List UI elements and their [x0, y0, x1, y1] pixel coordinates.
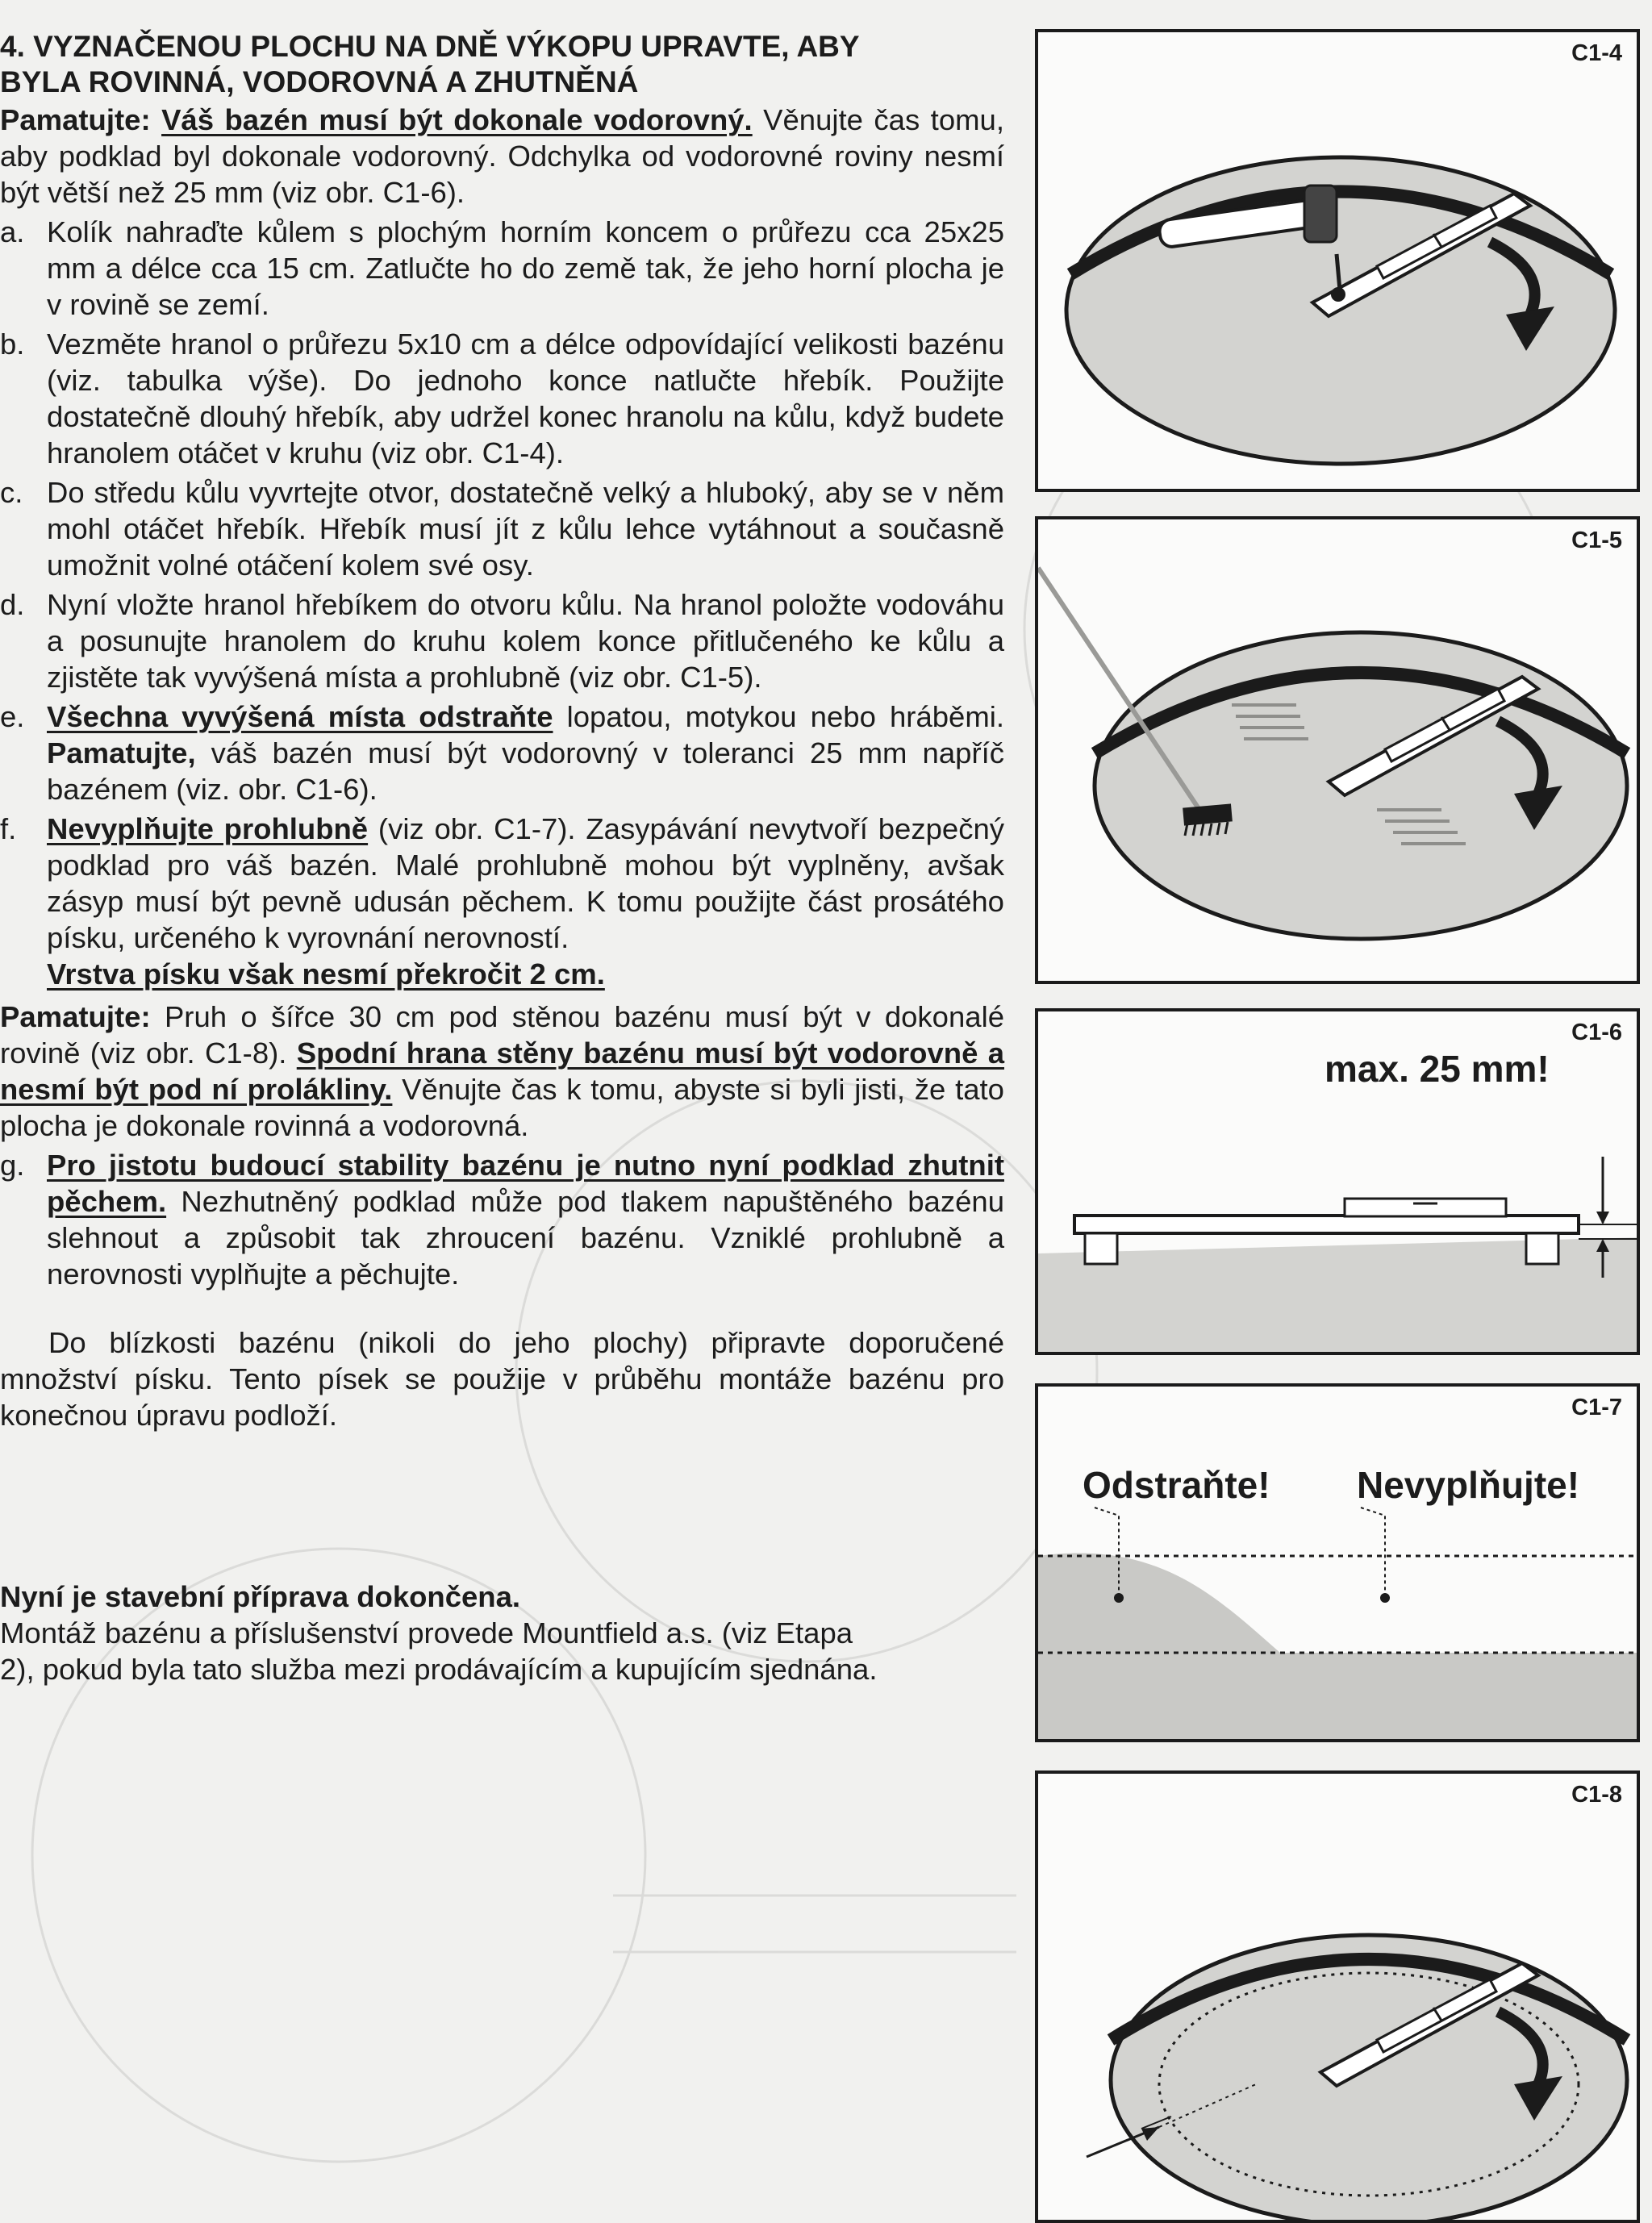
step-marker: d. [0, 588, 25, 621]
figure-label: C1-7 [1571, 1395, 1622, 1420]
step-marker: g. [0, 1149, 25, 1182]
step-text: Kolík nahraďte kůlem s plochým horním koncem o průřezu cca 25x25 mm a délce cca 15 cm. Zatlučte ho do země tak, že jeho horní plocha je v rovině se zemí. [47, 215, 1004, 321]
do-not-fill-label: Nevyplňujte! [1357, 1464, 1580, 1506]
rake-and-level-illustration [1038, 519, 1640, 984]
instructions-column [0, 29, 1004, 1687]
note-paragraph [0, 999, 1004, 1144]
figure-c1-8 [1035, 1770, 1640, 2223]
step-marker: b. [0, 327, 25, 361]
step-f-emphasis-2: Vrstva písku však nesmí překročit 2 cm. [47, 957, 605, 991]
step-marker: c. [0, 476, 23, 509]
figure-c1-4 [1035, 29, 1640, 492]
intro-text: Věnujte čas tomu, aby podklad byl dokonale vodorovný. Odchylka od vodorovné roviny nesmí být větší než 25 mm (viz obr. C1-6). [0, 103, 1004, 209]
step-d [0, 586, 1004, 695]
step-marker: e. [0, 700, 25, 733]
step-text: Nyní vložte hranol hřebíkem do otvoru kůlu. Na hranol položte vodováhu a posunujte hranolem do kruhu kolem konce přitlučeného ke kůlu a zjistěte tak vyvýšená místa a prohlubně (viz obr. C1-5). [47, 588, 1004, 694]
step-a [0, 214, 1004, 323]
sand-paragraph: Do blízkosti bazénu (nikoli do jeho plochy) připravte doporučené množství písku. Tento písek se použije v průběhu montáže bazénu pro konečnou úpravu podloží. [0, 1326, 1004, 1432]
level-tolerance-illustration [1038, 1011, 1640, 1355]
tolerance-callout: max. 25 mm! [1325, 1048, 1550, 1090]
heading-line-2: BYLA ROVINNÁ, VODOROVNÁ A ZHUTNĚNÁ [0, 65, 639, 98]
figure-label: C1-8 [1571, 1782, 1622, 1808]
figure-c1-6 [1035, 1008, 1640, 1355]
step-text: Do středu kůlu vyvrtejte otvor, dostatečně velký a hluboký, aby se v něm mohl otáčet hřebík. Hřebík musí jít z kůlu lehce vytáhnout a současně umožnit volné otáčení kolem své osy. [47, 476, 1004, 582]
wall-strip-illustration [1038, 1774, 1640, 2223]
heading-line-1: 4. VYZNAČENOU PLOCHU NA DNĚ VÝKOPU UPRAVTE, ABY [0, 30, 860, 63]
step-f [0, 811, 1004, 992]
step-marker: a. [0, 215, 25, 248]
note-emphasis: Spodní hrana stěny bazénu musí být vodorovně a nesmí být pod ní prolákliny. [0, 1036, 1004, 1106]
step-e-emphasis: Všechna vyvýšená místa odstraňte [47, 700, 553, 733]
step-e [0, 699, 1004, 807]
note-text-1: Pruh o šířce 30 cm pod stěnou bazénu musí být v dokonalé rovině (viz obr. C1-8). [0, 1000, 1004, 1070]
final-block [0, 1579, 1004, 1687]
note-text-2: Věnujte čas k tomu, abyste si byli jisti, že tato plocha je dokonale rovinná a vodorovná. [0, 1073, 1004, 1142]
steps-list [0, 214, 1004, 992]
intro-emphasis: Váš bazén musí být dokonale vodorovný. [161, 103, 753, 136]
step-g [0, 1147, 1004, 1292]
step-e-text-2: váš bazén musí být vodorovný v toleranci 25 mm napříč bazénem (viz. obr. C1-6). [47, 736, 1004, 806]
step-b [0, 326, 1004, 471]
figure-label: C1-6 [1571, 1020, 1622, 1045]
step-c [0, 474, 1004, 583]
figure-c1-7 [1035, 1383, 1640, 1742]
level-on-stake-illustration [1038, 32, 1640, 492]
figure-label: C1-5 [1571, 528, 1622, 553]
remove-not-fill-illustration [1038, 1387, 1640, 1742]
step-marker: f. [0, 812, 17, 845]
figure-label: C1-4 [1571, 40, 1622, 66]
step-f-emphasis: Nevyplňujte prohlubně [47, 812, 369, 845]
step-e-text-1: lopatou, motykou nebo hráběmi. [553, 700, 1004, 733]
intro-label: Pamatujte: [0, 103, 151, 136]
remove-label: Odstraňte! [1083, 1464, 1270, 1506]
step-e-bold: Pamatujte, [47, 736, 196, 770]
final-line-1: Montáž bazénu a příslušenství provede Mountfield a.s. (viz Etapa [0, 1616, 853, 1650]
section-heading [0, 29, 1004, 100]
final-title: Nyní je stavební příprava dokončena. [0, 1580, 521, 1613]
intro-paragraph [0, 102, 1004, 211]
step-f-text: (viz obr. C1-7). Zasypávání nevytvoří bezpečný podklad pro váš bazén. Malé prohlubně mohou být vyplněny, avšak zásyp musí být pevně udusán pěchem. K tomu použijte část prosátého písku, určeného k vyrovnání nerovností. [47, 812, 1004, 954]
step-g-text: Nezhutněný podklad může pod tlakem napuštěného bazénu slehnout a způsobit tak zhroucení bazénu. Vzniklé prohlubně a nerovnosti vyplňujte a pěchujte. [47, 1185, 1004, 1291]
step-text: Vezměte hranol o průřezu 5x10 cm a délce odpovídající velikosti bazénu (viz. tabulka výše). Do jednoho konce natlučte hřebík. Použijte dostatečně dlouhý hřebík, aby udržel konec hranolu na kůlu, když budete hranolem otáčet v kruhu (viz obr. C1-4). [47, 327, 1004, 469]
figure-c1-5 [1035, 516, 1640, 984]
step-g-emphasis: Pro jistotu budoucí stability bazénu je nutno nyní podklad zhutnit pěchem. [47, 1149, 1004, 1218]
final-line-2: 2), pokud byla tato služba mezi prodávajícím a kupujícím sjednána. [0, 1653, 878, 1686]
note-label: Pamatujte: [0, 1000, 151, 1033]
